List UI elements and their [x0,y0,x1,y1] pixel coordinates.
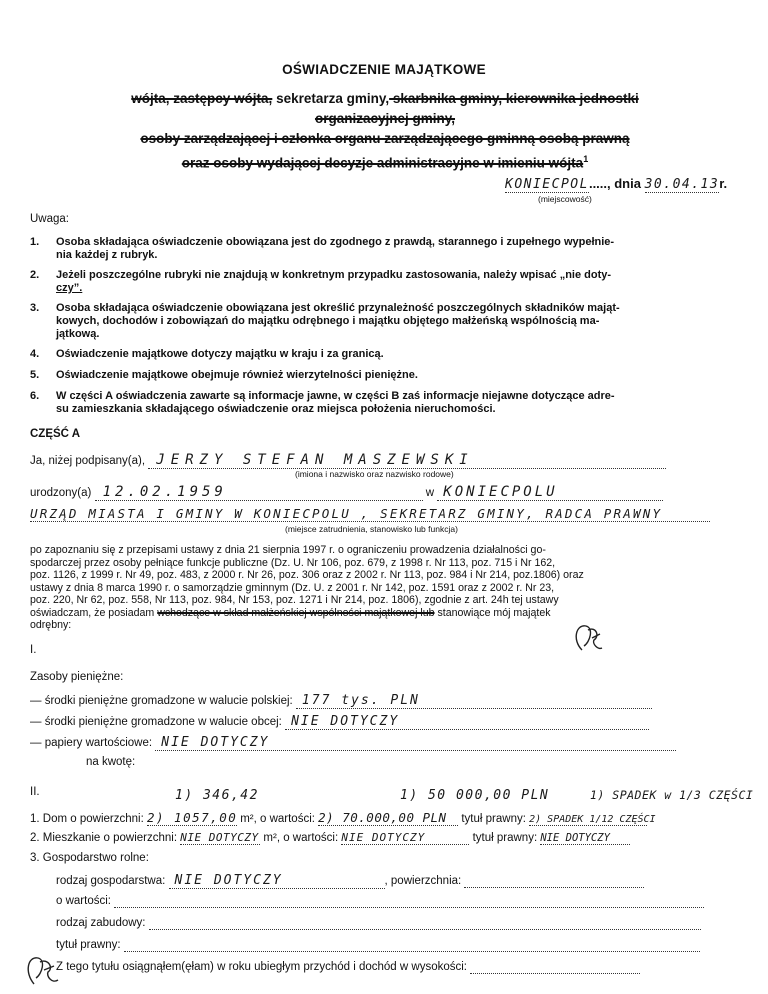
name-handwritten: JERZY STEFAN MASZEWSKI [148,452,666,469]
farm-value-line [56,895,716,908]
para-line: poz. 220, Nr 62, poz. 558, Nr 113, poz. 984, Nr 153, poz. 1271 i Nr 214, poz. 1806), zgodnie z art. 24h tej ustawy [30,594,559,606]
flat-area-handwritten: NIE DOTYCZY [180,831,259,844]
header-line-1 [60,89,710,109]
pln-value-handwritten: 177 tys. PLN [296,693,652,709]
note-4 [30,348,740,364]
place-caption: (miejscowość) [538,194,592,204]
foreign-value-handwritten: NIE DOTYCZY [285,714,649,730]
amount-label: na kwotę: [86,756,136,768]
dnia-label: , dnia [607,176,641,191]
uwaga-heading: Uwaga: [30,213,69,225]
house-line [30,810,750,826]
section-1-heading: Zasoby pieniężne: [30,671,124,683]
note-text: Osoba składająca oświadczenie obowiązana jest określić przynależność poszczególnych składników mająt- [56,302,620,314]
note-1-cont: nia każdej z rubryk. [56,249,158,261]
part-a-heading: CZĘŚĆ A [30,428,81,440]
struck-text: skarbnika gminy, kierownika jednostki [389,91,639,106]
birth-place-handwritten: KONIECPOLU [437,484,663,501]
farm-type-line [56,873,716,889]
birth-line [30,484,710,501]
farm-build-label: rodzaj zabudowy: [56,917,146,929]
struck-text: wójta, zastępcy wójta, [131,91,273,106]
foreign-label: — środki pieniężne gromadzone w walucie obcej: [30,716,282,728]
note-number: 6. [30,390,40,402]
struck-text: organizacyjnej gminy, [314,111,456,126]
securities-line [30,735,710,751]
m2-label: m², o wartości: [240,813,315,825]
title-label: tytuł prawny: [472,832,538,844]
note-2-cont: czy”. [56,282,83,294]
header-line-3 [60,129,710,149]
house-value-handwritten: 2) 70.000,00 PLN [318,810,458,826]
m2-label: m², o wartości: [263,832,339,844]
above-value-handwritten: 1) 50 000,00 PLN [400,788,550,803]
flat-label: 2. Mieszkanie o powierzchni: [30,832,178,844]
legal-paragraph [30,544,720,632]
foreign-funds-line [30,714,710,730]
farm-area-blank [464,875,644,888]
note-text: Osoba składająca oświadczenie obowiązana jest do zgodnego z prawdą, starannego i zupełnego wypełnie- [56,236,615,248]
flat-value-handwritten: NIE DOTYCZY [341,831,469,845]
above-area-handwritten: 1) 346,42 [175,788,259,803]
farm-build-line [56,917,716,930]
farm-value-blank [114,895,704,908]
note-3-cont: kowych, dochodów i zobowiązań do majątku odrębnego i majątku objętego małżeńską wspólnością ma- [56,315,600,327]
title-label: tytuł prawny: [461,813,526,825]
farm-title-label: tytuł prawny: [56,939,121,951]
initials-signature-bottom [22,950,62,990]
name-line [30,452,710,469]
struck-text: oraz osoby wydającej decyzje administracyjne w imieniu wójta [181,155,584,171]
farm-income-blank [470,961,640,974]
kept-text: sekretarza gminy, [272,91,390,106]
para-line: spodarczej przez osoby pełniące funkcje publiczne (Dz. U. Nr 106, poz. 679, z 1998 r. Nr 113, poz. 715 i Nr 162, [30,556,556,569]
note-5 [30,369,740,385]
farm-value-label: o wartości: [56,895,111,907]
place-date-line: KONIECPOL....., dnia 30.04.13r. [505,176,728,192]
note-text: Oświadczenie majątkowe obejmuje również wierzytelności pieniężne. [56,369,418,381]
note-number: 5. [30,369,40,381]
para-line: ustawy z dnia 8 marca 1990 r. o samorządzie gminnym (Dz. U. z 2001 r. Nr 142, poz. 1591 oraz z 2002 r. Nr 23, [30,581,555,594]
footnote-mark: 1 [583,154,589,164]
farm-area-label: , powierzchnia: [384,875,462,887]
note-number: 2. [30,269,40,281]
employment-caption: (miejsce zatrudnienia, stanowisko lub funkcja) [285,524,458,534]
para-line: po zapoznaniu się z przepisami ustawy z dnia 21 sierpnia 1997 r. o ograniczeniu prowadzenia działalności go- [30,544,546,556]
urodzony-label: urodzony(a) [30,487,92,499]
struck-text: wchodzące w skład małżeńskiej wspólności majątkowej lub [157,606,435,619]
securities-value-handwritten: NIE DOTYCZY [155,735,676,751]
farm-build-blank [149,917,701,930]
note-text: W części A oświadczenia zawarte są informacje jawne, w części B zaś informacje niejawne dotyczące adre- [56,390,615,402]
farm-heading: 3. Gospodarstwo rolne: [30,852,149,864]
note-text: Jeżeli poszczególne rubryki nie znajdują w konkretnym przypadku zastosowania, należy wpisać „nie doty- [56,269,612,281]
header-line-4 [60,149,710,174]
farm-type-handwritten: NIE DOTYCZY [169,873,385,889]
farm-type-label: rodzaj gospodarstwa: [56,875,166,887]
para-line [30,607,720,620]
pln-funds-line [30,693,710,709]
section-1-roman: I. [30,644,37,656]
note-number: 3. [30,302,40,314]
birth-date-handwritten: 12.02.1959 [95,484,423,501]
initials-signature [570,620,606,656]
note-number: 4. [30,348,40,360]
farm-title-line [56,939,716,952]
employment-handwritten: URZĄD MIASTA I GMINY W KONIECPOLU , SEKRETARZ GMINY, RADCA PRAWNY [30,506,710,522]
r-label: r. [719,176,728,191]
note-2 [30,269,740,285]
struck-text: osoby zarządzającej i członka organu zarządzającego gminną osobą prawną [140,131,630,146]
para-line: poz. 1126, z 1999 r. Nr 49, poz. 483, z 2000 r. Nr 26, poz. 306 oraz z 2002 r. Nr 113, poz. 984 i Nr 214, poz.1806) oraz [30,569,584,581]
para-line: odrębny: [30,619,72,631]
ja-label: Ja, niżej podpisany(a), [30,455,146,467]
note-6-cont: su zamieszkania składającego oświadczenie oraz miejsca położenia nieruchomości. [56,403,496,415]
pln-label: — środki pieniężne gromadzone w walucie polskiej: [30,695,293,707]
note-text: Oświadczenie majątkowe dotyczy majątku w kraju i za granicą. [56,348,384,360]
farm-income-line [56,961,716,974]
flat-title-handwritten: NIE DOTYCZY [540,832,630,845]
section-2-roman: II. [30,786,40,798]
securities-label: — papiery wartościowe: [30,737,153,749]
date-handwritten: 30.04.13 [644,177,720,192]
name-caption: (imiona i nazwisko oraz nazwisko rodowe) [295,469,454,479]
place-handwritten: KONIECPOL [505,177,589,192]
farm-income-label: Z tego tytułu osiągnąłem(ęłam) w roku ubiegłym przychód i dochód w wysokości: [56,961,467,973]
house-label: 1. Dom o powierzchni: [30,813,144,825]
house-title-handwritten: 2) SPADEK 1/12 CZĘŚCI [529,814,656,825]
para-text: stanowiące mój majątek [434,606,551,619]
above-title-handwritten: 1) SPADEK w 1/3 CZĘŚCI [590,788,754,802]
house-area-handwritten: 2) 1057,00 [146,810,238,825]
para-text: oświadczam, że posiadam [30,606,158,619]
document-title: OŚWIADCZENIE MAJĄTKOWE [282,62,486,77]
flat-line [30,831,750,845]
farm-title-blank [124,939,700,952]
w-label: w [425,487,435,499]
header-line-2 [60,109,710,129]
note-number: 1. [30,236,40,248]
note-3-cont2: jątkową. [56,328,100,340]
